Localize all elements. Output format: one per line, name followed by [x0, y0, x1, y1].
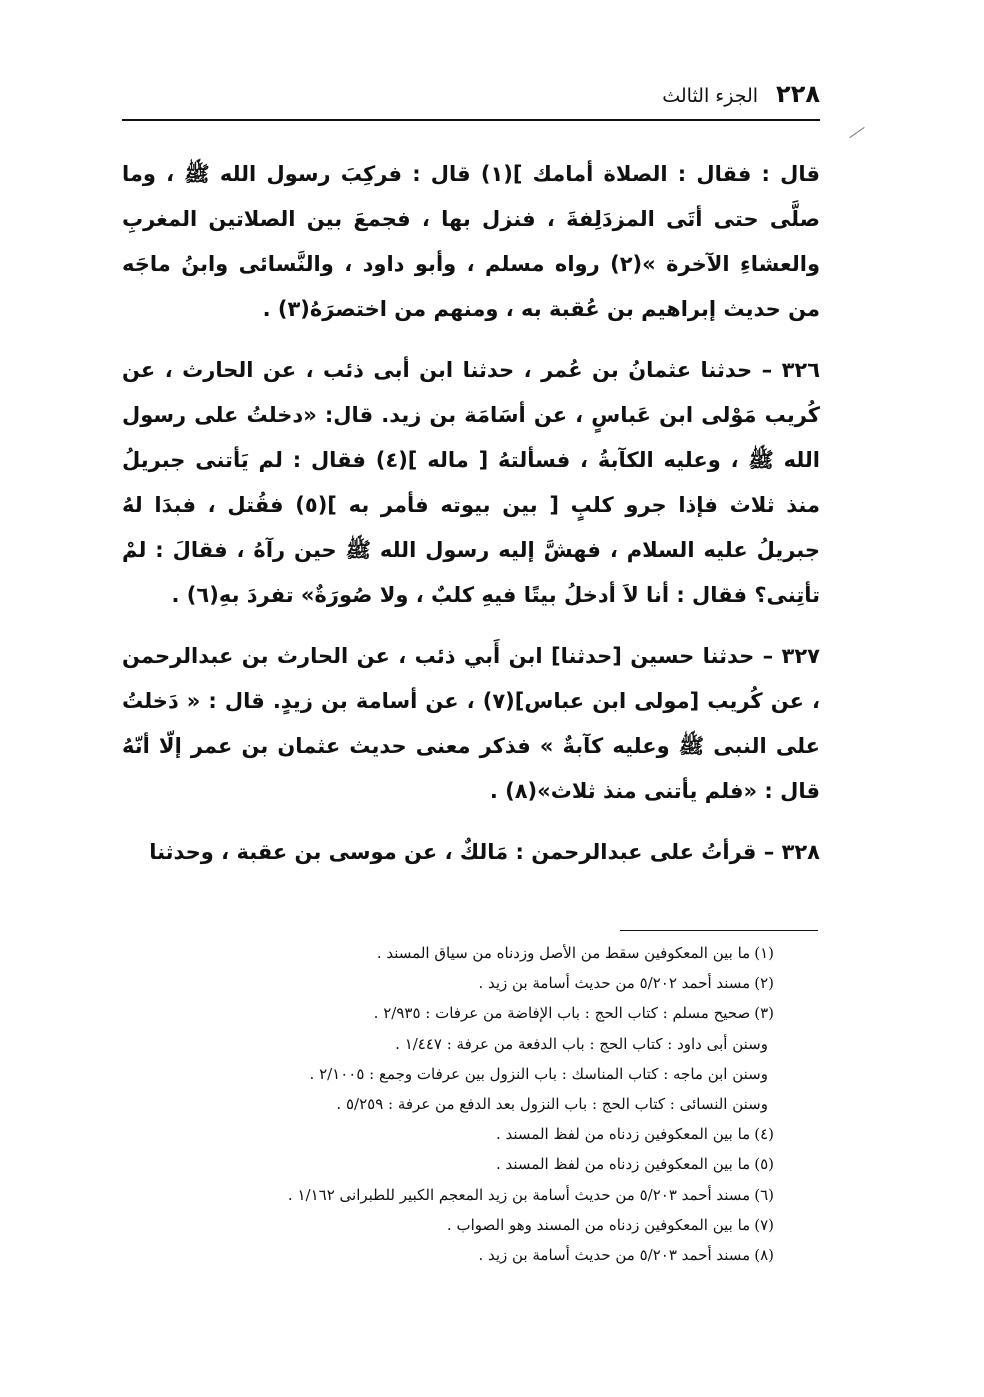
hadith-number: ٣٢٦ –: [761, 358, 821, 382]
scan-mark: [849, 127, 864, 138]
footnote-marker: (٢): [754, 974, 774, 993]
footnote-text: ما بين المعكوفين زدناه من لفظ المسند .: [495, 1125, 751, 1144]
footnote-item: [122, 1180, 774, 1210]
footnote-item: [122, 1149, 774, 1179]
footnote-marker: (٤): [754, 1125, 774, 1144]
footnote-text: مسند أحمد ٥/٢٠٣ من حديث أسامة بن زيد المعجم الكبير للطبرانى ١/١٦٢ .: [287, 1185, 751, 1204]
footnote-text: ما بين المعكوفين زدناه من المسند وهو الصواب .: [446, 1215, 751, 1234]
footnote-marker: (١): [754, 944, 774, 962]
footnote-item: [122, 968, 774, 998]
hadith-number: ٣٢٨ –: [763, 840, 820, 864]
footnote-marker: (٣): [754, 1004, 774, 1023]
page-header: [122, 80, 820, 114]
paragraph-text: حدثنا عثمانُ بن عُمر ، حدثنا ابن أبى ذئب ، عن الحارث ، عن كُريب مَوْلى ابن عَباسٍ ، عن أسَامَة بن زيد. قال: «دخلتُ على رسول الله ﷺ ، وعليه الكآبةُ ، فسألتهُ [ ماله ](٤) فقال : لم يَأتنى جبريلُ منذ ثلاث فإذا جرو كلبٍ [ بين بيوته فأمر به ](٥) فقُتل ، فبدَا لهُ جبريلُ عليه السلام ، فهشَّ إليه رسول الله ﷺ حين رآهُ ، فقالَ : لمْ تأتِنى؟ فقال : أنا لاَ أدخلُ بيتًا فيهِ كلبٌ ، ولا صُورَةٌ» تفردَ بهِ(٦) .: [122, 358, 821, 607]
footnote-text: ما بين المعكوفين سقط من الأصل وزدناه من سياق المسند .: [376, 944, 751, 962]
header-rule: [122, 119, 820, 121]
footnote-item: [122, 1210, 774, 1240]
paragraph-text: حدثنا حسين [حدثنا] ابن أَبي ذئب ، عن الحارث بن عبدالرحمن ، عن كُريب [مولى ابن عباس](٧) ، عن أسامة بن زيدٍ. قال : « دَخلتُ على النبى ﷺ وعليه كآبةٌ » فذكر معنى حديث عثمان بن عمر إلّا أنّهُ قال : «فلم يأتنى منذ ثلاث»(٨) .: [122, 644, 820, 803]
footnote-text: مسند أحمد ٥/٢٠٣ من حديث أسامة بن زيد .: [478, 1246, 751, 1265]
footnote-text: وسنن أبى داود : كتاب الحج : باب الدفعة من عرفة : ١/٤٤٧ .: [395, 1034, 768, 1053]
page-number: ٢٢٨: [776, 80, 820, 108]
footnote-text: مسند أحمد ٥/٢٠٢ من حديث أسامة بن زيد .: [478, 974, 751, 993]
footnote-text: ما بين المعكوفين زدناه من لفظ المسند .: [495, 1155, 751, 1174]
paragraph-continuation: [122, 152, 820, 332]
footnote-item: [122, 1029, 774, 1059]
footnote-text: وسنن النسائى : كتاب الحج : باب النزول بعد الدفع من عرفة : ٥/٢٥٩ .: [336, 1095, 768, 1114]
footnote-item: [122, 998, 774, 1028]
footnote-item: [122, 1240, 774, 1270]
footnote-text: صحيح مسلم : كتاب الحج : باب الإفاضة من عرفات : ٢/٩٣٥ .: [373, 1004, 751, 1023]
hadith-327: [122, 634, 820, 814]
hadith-326: [122, 348, 820, 618]
paragraph-text: قرأتُ على عبدالرحمن : مَالكٌ ، عن موسى بن عقبة ، وحدثنا: [149, 840, 757, 864]
hadith-328: [122, 830, 820, 875]
footnote-text: وسنن ابن ماجه : كتاب المناسك : باب النزول بين عرفات وجمع : ٢/١٠٠٥ .: [309, 1064, 768, 1083]
footnote-item: [122, 938, 774, 968]
paragraph-text: قال : فقال : الصلاة أمامك ](١) قال : فركِبَ رسول الله ﷺ ، وما صلَّى حتى أتَى المزدَلِفةَ ، فنزل بها ، فجمعَ بين الصلاتين المغربِ والعشاءِ الآخرة »(٢) رواه مسلم ، وأبو داود ، والنَّسائى وابنُ ماجَه من حديث إبراهيم بن عُقبة به ، ومنهم من اختصرَهُ(٣) .: [122, 162, 821, 321]
footnote-item: [122, 1059, 774, 1089]
footnote-item: [122, 1089, 774, 1119]
footnote-marker: (٥): [754, 1155, 774, 1174]
main-text: [122, 152, 820, 891]
footnote-marker: (٦): [754, 1185, 774, 1204]
running-title: الجزء الثالث: [662, 85, 759, 107]
footnote-rule: [620, 930, 818, 931]
footnote-marker: (٧): [754, 1215, 774, 1234]
hadith-number: ٣٢٧ –: [762, 644, 820, 668]
footnotes: [122, 938, 774, 1270]
footnote-marker: (٨): [754, 1246, 774, 1265]
footnote-item: [122, 1119, 774, 1149]
